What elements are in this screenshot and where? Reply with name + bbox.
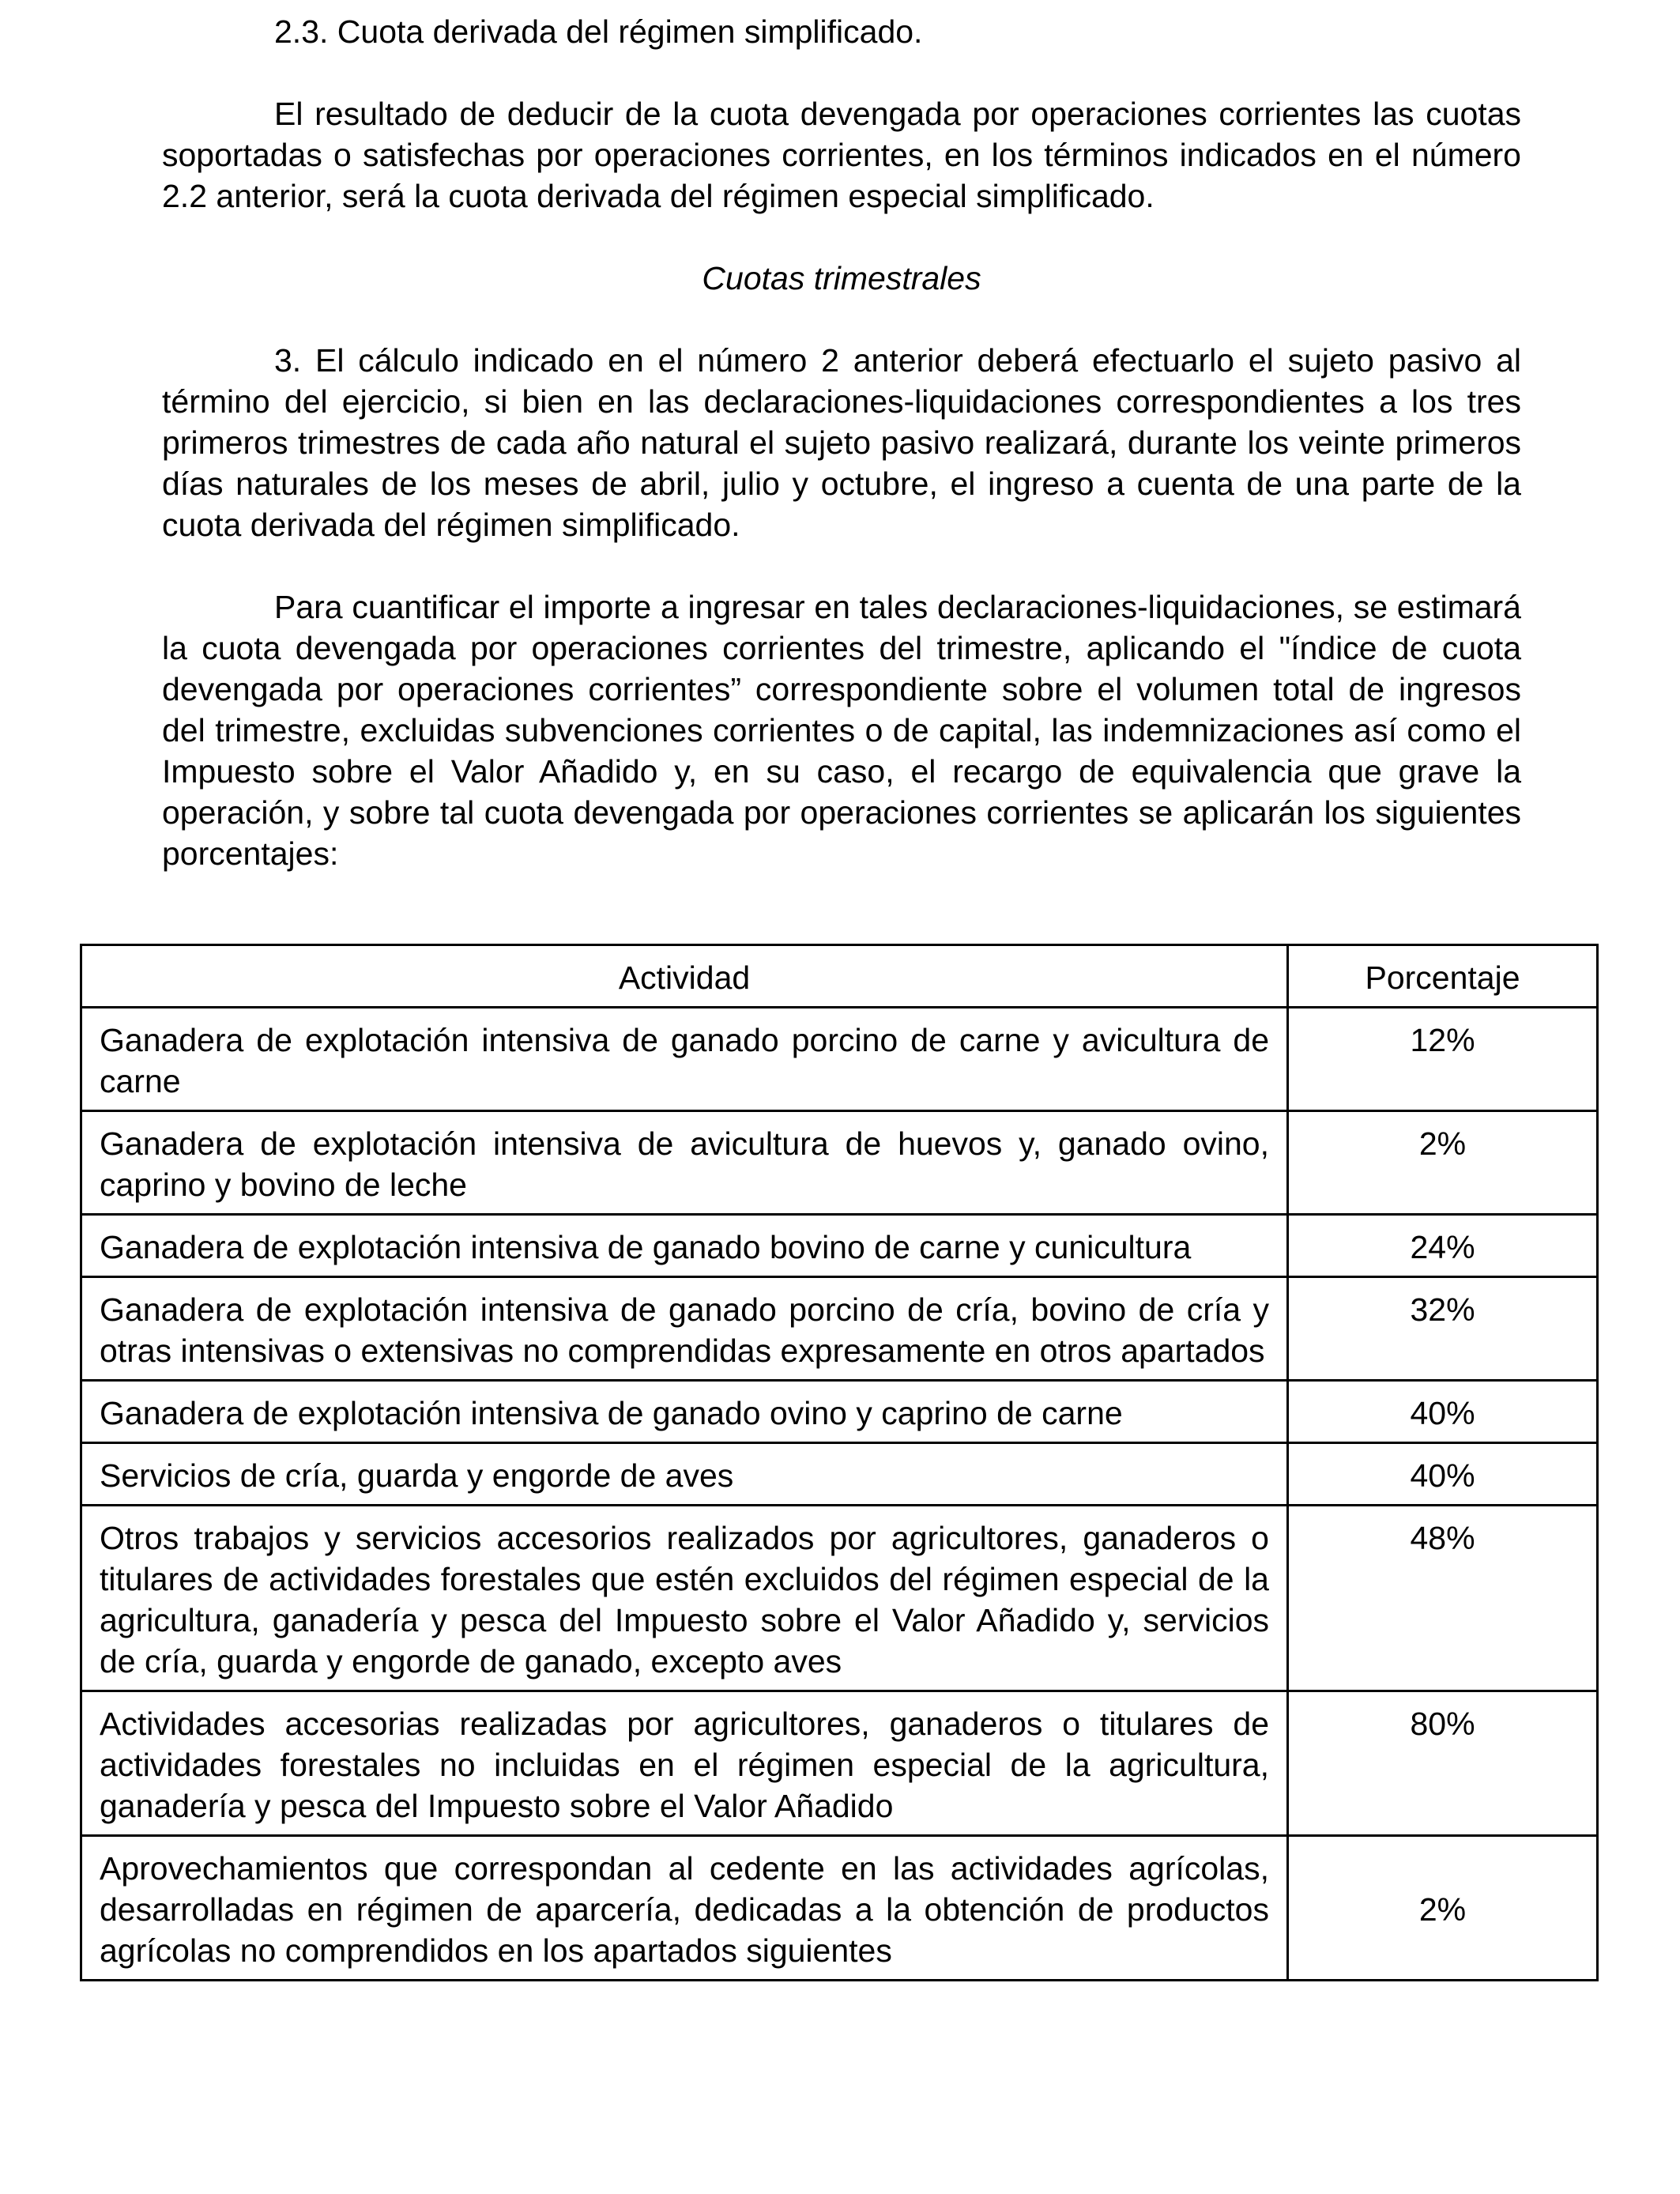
activity-cell: Ganadera de explotación intensiva de ganado porcino de carne y avicultura de carne xyxy=(81,1008,1288,1111)
table-row xyxy=(81,1506,1598,1691)
table-header-row xyxy=(81,945,1598,1008)
header-activity: Actividad xyxy=(81,945,1288,1008)
percentage-cell: 48% xyxy=(1288,1506,1598,1691)
percentage-cell: 40% xyxy=(1288,1443,1598,1506)
activity-cell: Ganadera de explotación intensiva de ganado ovino y caprino de carne xyxy=(81,1381,1288,1443)
document-body xyxy=(162,11,1521,874)
table-row xyxy=(81,1381,1598,1443)
subheading-cuotas-trimestrales: Cuotas trimestrales xyxy=(702,260,981,296)
paragraph-calculo: 3. El cálculo indicado en el número 2 anterior deberá efectuarlo el sujeto pasivo al término del ejercicio, si bien en las declaraciones-liquidaciones correspondientes a los tres primeros trimestres de cada año natural el sujeto pasivo realizará, durante los veinte primeros días naturales de los meses de abril, julio y octubre, el ingreso a cuenta de una parte de la cuota derivada del régimen simplificado. xyxy=(162,342,1521,543)
percentage-cell: 40% xyxy=(1288,1381,1598,1443)
spacer xyxy=(162,52,1521,93)
percentage-cell: 32% xyxy=(1288,1277,1598,1381)
table-row xyxy=(81,1215,1598,1277)
activity-cell: Ganadera de explotación intensiva de avicultura de huevos y, ganado ovino, caprino y bovino de leche xyxy=(81,1111,1288,1215)
section-heading: 2.3. Cuota derivada del régimen simplificado. xyxy=(274,13,923,50)
percentage-cell: 2% xyxy=(1288,1111,1598,1215)
activity-cell: Ganadera de explotación intensiva de ganado bovino de carne y cunicultura xyxy=(81,1215,1288,1277)
table-row xyxy=(81,1691,1598,1836)
spacer xyxy=(162,217,1521,258)
table-row xyxy=(81,1443,1598,1506)
activity-cell: Servicios de cría, guarda y engorde de aves xyxy=(81,1443,1288,1506)
percentage-table xyxy=(80,944,1599,1981)
activity-cell: Aprovechamientos que correspondan al cedente en las actividades agrícolas, desarrolladas en régimen de aparcería, dedicadas a la obtención de productos agrícolas no comprendidos en los apartados siguientes xyxy=(81,1836,1288,1981)
table-row xyxy=(81,1008,1598,1111)
table-row xyxy=(81,1111,1598,1215)
percentage-cell: 80% xyxy=(1288,1691,1598,1836)
spacer xyxy=(162,545,1521,586)
table-row xyxy=(81,1836,1598,1981)
activity-cell: Otros trabajos y servicios accesorios realizados por agricultores, ganaderos o titulares de actividades forestales que estén excluidos del régimen especial de la agricultura, ganadería y pesca del Impuesto sobre el Valor Añadido y, servicios de cría, guarda y engorde de ganado, excepto aves xyxy=(81,1506,1288,1691)
header-percentage: Porcentaje xyxy=(1288,945,1598,1008)
percentage-cell: 2% xyxy=(1288,1836,1598,1981)
spacer xyxy=(162,299,1521,340)
percentage-cell: 12% xyxy=(1288,1008,1598,1111)
activity-cell: Actividades accesorias realizadas por agricultores, ganaderos o titulares de actividades forestales no incluidas en el régimen especial de la agricultura, ganadería y pesca del Impuesto sobre el Valor Añadido xyxy=(81,1691,1288,1836)
paragraph-cuantificar: Para cuantificar el importe a ingresar en tales declaraciones-liquidaciones, se estimará la cuota devengada por operaciones corrientes del trimestre, aplicando el "índice de cuota devengada por operaciones corrientes” correspondiente sobre el volumen total de ingresos del trimestre, excluidas subvenciones corrientes o de capital, las indemnizaciones así como el Impuesto sobre el Valor Añadido y, en su caso, el recargo de equivalencia que grave la operación, y sobre tal cuota devengada por operaciones corrientes se aplicarán los siguientes porcentajes: xyxy=(162,589,1521,872)
table-row xyxy=(81,1277,1598,1381)
percentage-cell: 24% xyxy=(1288,1215,1598,1277)
paragraph-cuota-derivada: El resultado de deducir de la cuota devengada por operaciones corrientes las cuotas soportadas o satisfechas por operaciones corrientes, en los términos indicados en el número 2.2 anterior, será la cuota derivada del régimen especial simplificado. xyxy=(162,96,1521,214)
activity-cell: Ganadera de explotación intensiva de ganado porcino de cría, bovino de cría y otras intensivas o extensivas no comprendidas expresamente en otros apartados xyxy=(81,1277,1288,1381)
